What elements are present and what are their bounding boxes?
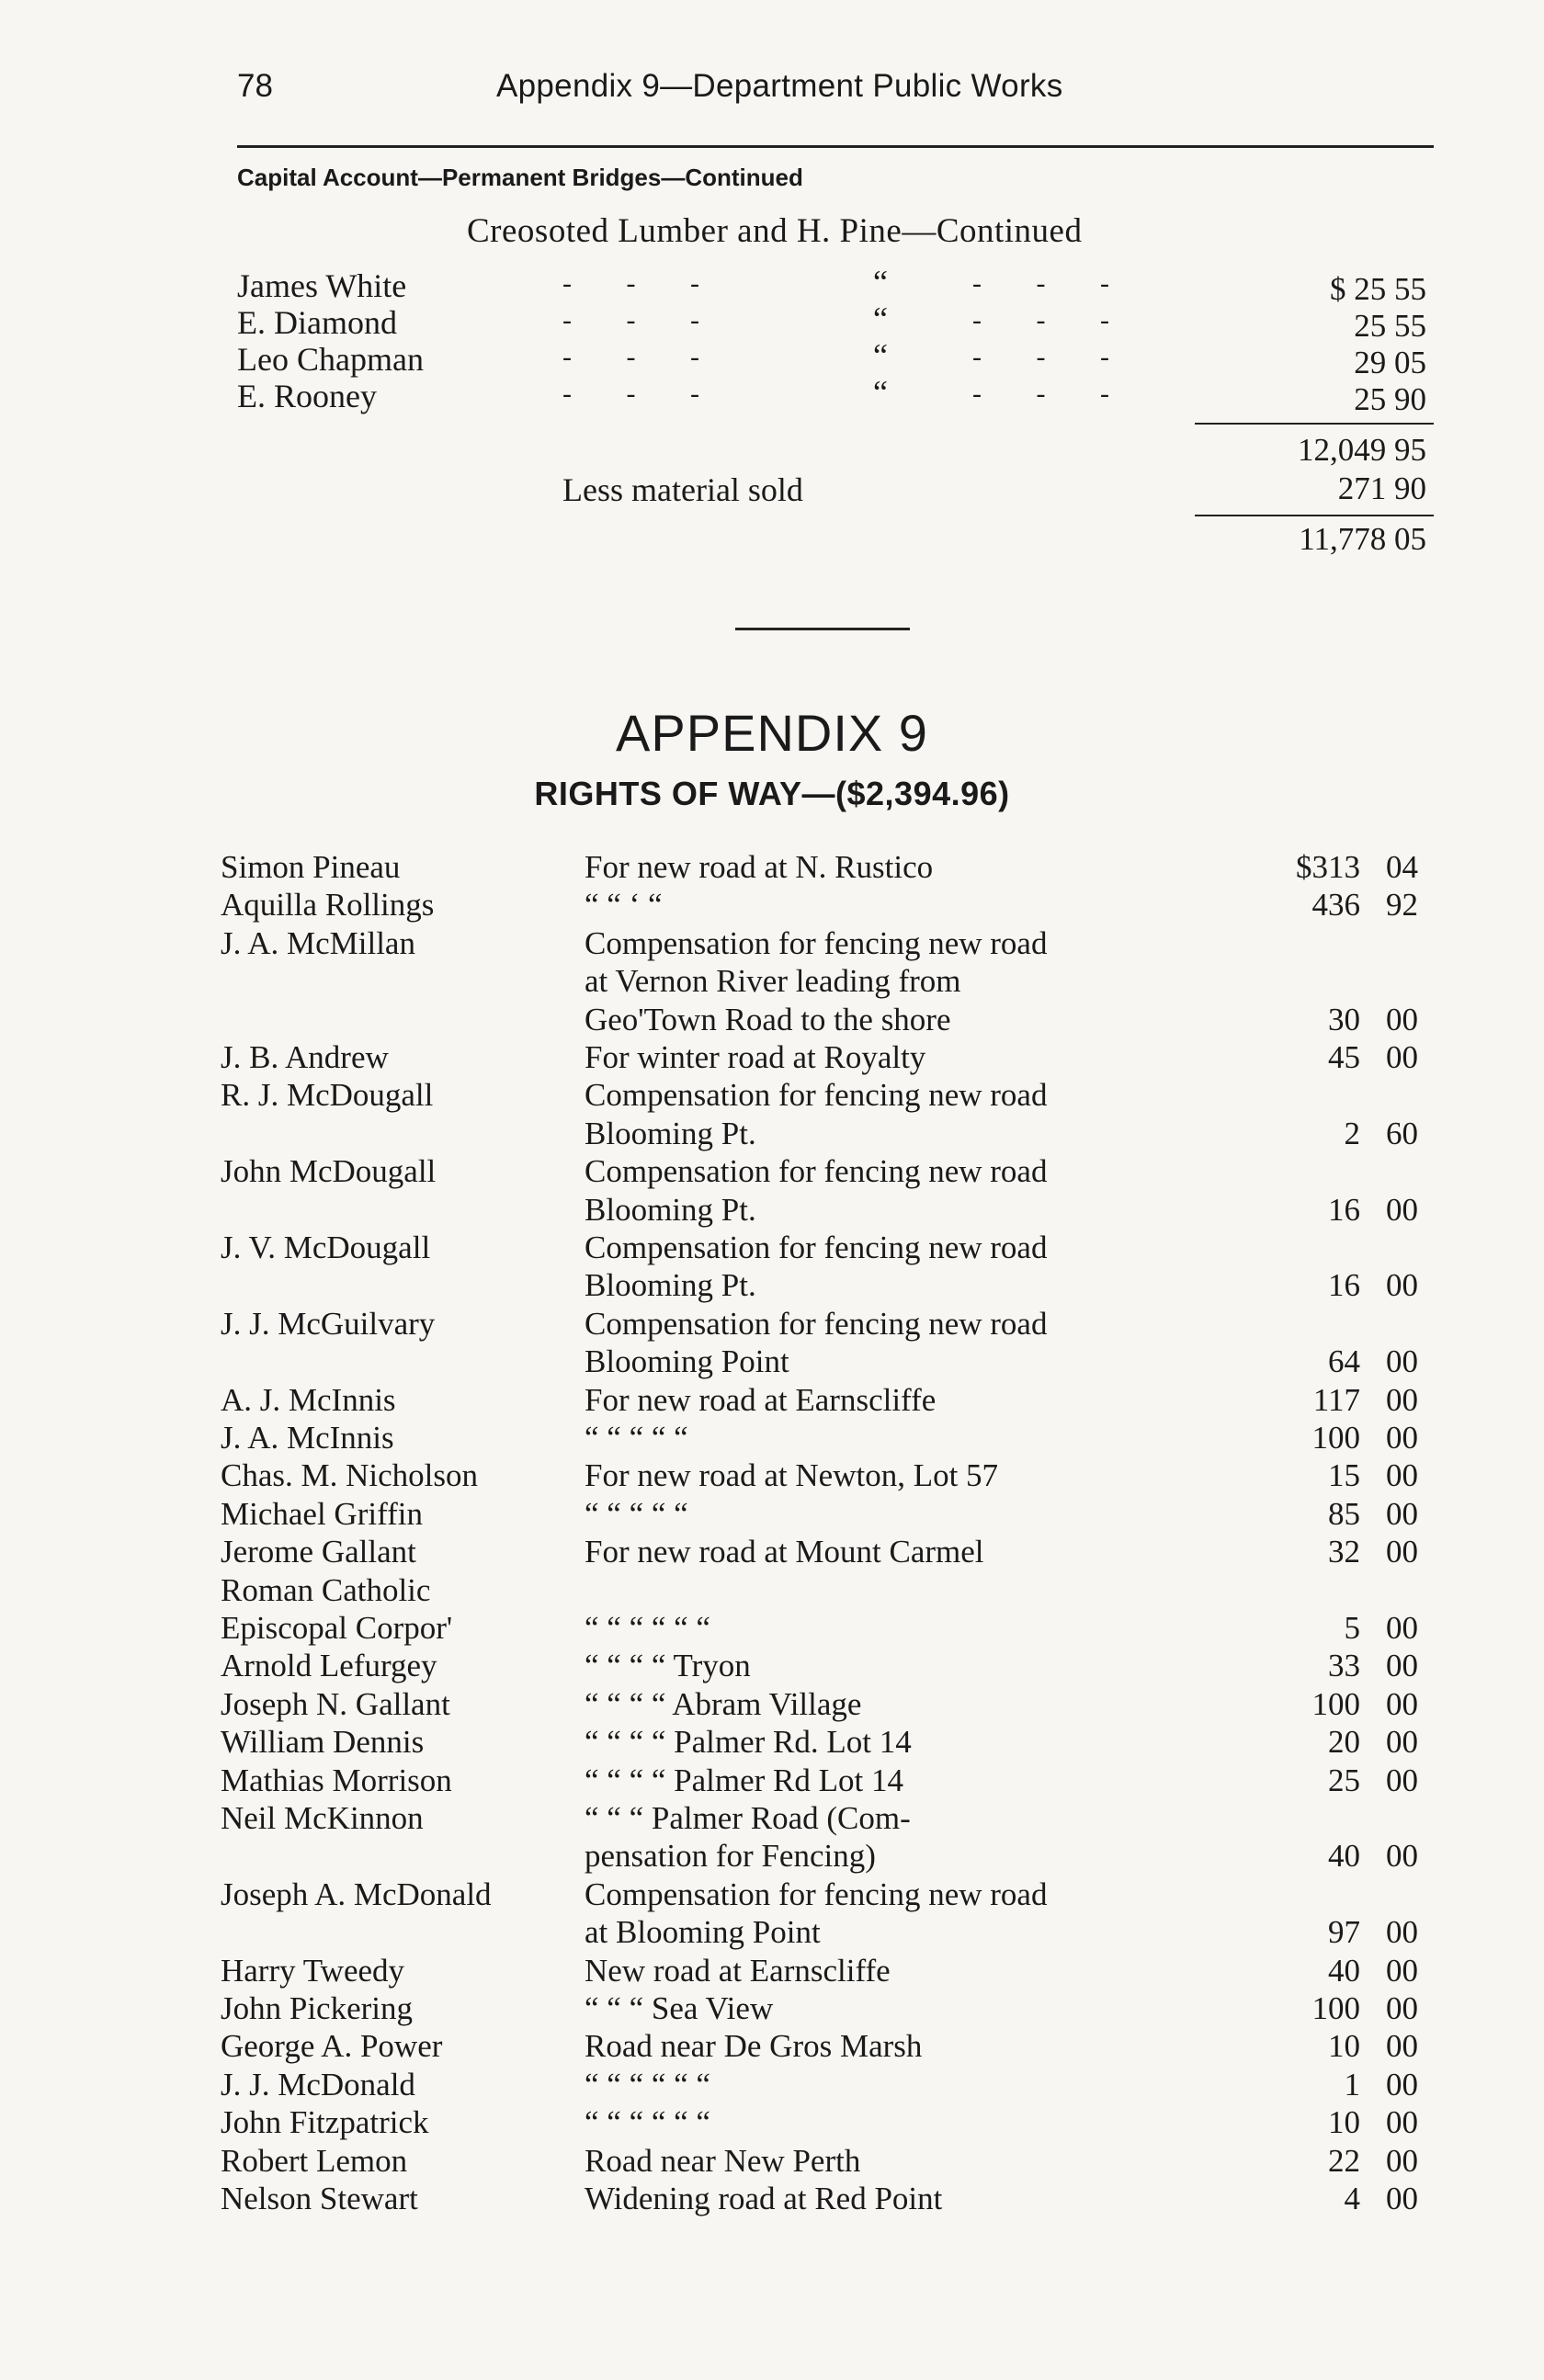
- payee-name: J. A. McInnis: [221, 1420, 394, 1456]
- capital-item-amount: 25 55: [1354, 308, 1426, 344]
- capital-total: 12,049 95: [1298, 432, 1426, 468]
- amount-dollars: 16: [1328, 1191, 1360, 1228]
- capital-item-name: Leo Chapman: [237, 341, 424, 378]
- payee-name: R. J. McDougall: [221, 1077, 434, 1114]
- payment-description: pensation for Fencing): [585, 1838, 876, 1875]
- payee-name: Arnold Lefurgey: [221, 1648, 437, 1684]
- amount-cents: 00: [1386, 1610, 1418, 1646]
- payee-name: J. J. McDonald: [221, 2066, 415, 2102]
- payee-name: Roman Catholic: [221, 1571, 431, 1608]
- payee-name: John Fitzpatrick: [221, 2104, 429, 2141]
- amount-cents: 00: [1386, 1267, 1418, 1304]
- amount-dollars: 5: [1344, 1610, 1360, 1646]
- payment-description: “ “ “ “ “ “: [585, 2104, 710, 2141]
- payment-description: Compensation for fencing new road: [585, 924, 1048, 961]
- payee-name: Michael Griffin: [221, 1495, 423, 1532]
- running-header-title: Appendix 9—Department Public Works: [496, 68, 1063, 104]
- payee-name: J. V. McDougall: [221, 1230, 431, 1265]
- amount-dollars: 10: [1328, 2104, 1360, 2141]
- amount-dollars: 100: [1311, 1685, 1360, 1722]
- amount-cents: 00: [1386, 1724, 1418, 1761]
- payee-name: Aquilla Rollings: [221, 887, 435, 924]
- payment-description: at Blooming Point: [585, 1914, 821, 1951]
- payee-name: A. J. McInnis: [221, 1381, 396, 1418]
- amount-dollars: 10: [1328, 2028, 1360, 2065]
- leader-dashes: - - -: [562, 305, 723, 335]
- amount-dollars: 100: [1311, 1990, 1360, 2026]
- payment-description: For winter road at Royalty: [585, 1039, 926, 1075]
- amount-dollars: 33: [1328, 1648, 1360, 1684]
- amount-cents: 00: [1386, 1534, 1418, 1570]
- payment-description: “ “ ‘ “: [585, 887, 663, 924]
- amount-dollars: 85: [1328, 1495, 1360, 1532]
- amount-dollars: 117: [1312, 1381, 1360, 1418]
- payee-name: Robert Lemon: [221, 2142, 408, 2179]
- payment-description: “ “ “ “ “: [585, 1495, 688, 1532]
- payment-description: Road near New Perth: [585, 2142, 861, 2179]
- capital-item-name: E. Rooney: [237, 378, 377, 414]
- payment-description: Blooming Pt.: [585, 1267, 756, 1304]
- capital-subheading: Creosoted Lumber and H. Pine—Continued: [467, 212, 1083, 250]
- leader-dashes: - - -: [562, 379, 723, 409]
- payment-description: “ “ “ “ “ “: [585, 2066, 710, 2102]
- payee-name: Mathias Morrison: [221, 1762, 452, 1798]
- leader-dashes: - - -: [562, 268, 723, 299]
- capital-item-amount: 29 05: [1354, 345, 1426, 380]
- amount-cents: 04: [1386, 849, 1418, 885]
- leader-dashes: - - -: [972, 305, 1133, 335]
- amount-dollars: 40: [1328, 1952, 1360, 1989]
- amount-cents: 00: [1386, 1838, 1418, 1875]
- payment-description: For new road at N. Rustico: [585, 849, 934, 885]
- capital-subtotal-rule: [1195, 423, 1434, 425]
- less-material-label: Less material sold: [562, 471, 803, 508]
- amount-cents: 00: [1386, 1685, 1418, 1722]
- ditto-mark: “: [873, 337, 888, 374]
- amount-dollars: 15: [1328, 1457, 1360, 1494]
- amount-cents: 60: [1386, 1115, 1418, 1151]
- payment-description: For new road at Earnscliffe: [585, 1381, 937, 1418]
- amount-dollars: $313: [1296, 849, 1360, 885]
- amount-cents: 00: [1386, 2181, 1418, 2216]
- payment-description: Compensation for fencing new road: [585, 1077, 1048, 1114]
- ditto-mark: “: [873, 300, 888, 337]
- payment-description: Road near De Gros Marsh: [585, 2028, 923, 2065]
- section-divider: [735, 628, 910, 630]
- capital-net-rule: [1195, 515, 1434, 516]
- payee-name: William Dennis: [221, 1724, 425, 1761]
- capital-item-name: James White: [237, 267, 407, 304]
- amount-cents: 00: [1386, 1914, 1418, 1951]
- amount-cents: 00: [1386, 1990, 1418, 2026]
- rights-of-way-title: RIGHTS OF WAY—($2,394.96): [534, 775, 1010, 812]
- ditto-mark: “: [873, 374, 888, 411]
- payment-description: “ “ “ “ “: [585, 1420, 688, 1456]
- leader-dashes: - - -: [972, 379, 1133, 409]
- capital-account-heading: Capital Account—Permanent Bridges—Continued: [237, 164, 803, 191]
- payment-description: Geo'Town Road to the shore: [585, 1001, 951, 1037]
- amount-dollars: 2: [1344, 1115, 1360, 1151]
- payment-description: “ “ “ “ Tryon: [585, 1648, 751, 1684]
- amount-dollars: 16: [1328, 1267, 1360, 1304]
- payment-description: “ “ “ “ “ “: [585, 1610, 710, 1646]
- payee-name: Chas. M. Nicholson: [221, 1457, 478, 1494]
- appendix-title: APPENDIX 9: [616, 704, 928, 762]
- payment-description: Compensation for fencing new road: [585, 1153, 1048, 1190]
- amount-dollars: 40: [1328, 1838, 1360, 1875]
- payee-name: Harry Tweedy: [221, 1952, 405, 1989]
- payment-description: “ “ “ Palmer Road (Com-: [585, 1800, 911, 1836]
- leader-dashes: - - -: [972, 268, 1133, 299]
- payee-name: J. B. Andrew: [221, 1039, 389, 1075]
- amount-dollars: 1: [1344, 2066, 1360, 2102]
- amount-dollars: 4: [1344, 2181, 1360, 2216]
- amount-cents: 00: [1386, 1762, 1418, 1798]
- payment-description: New road at Earnscliffe: [585, 1952, 891, 1989]
- payment-description: “ “ “ “ Abram Village: [585, 1685, 862, 1722]
- amount-cents: 92: [1386, 887, 1418, 924]
- header-rule: [237, 145, 1434, 148]
- payee-name: Joseph A. McDonald: [221, 1876, 492, 1912]
- capital-net: 11,778 05: [1299, 521, 1426, 557]
- payment-description: Compensation for fencing new road: [585, 1305, 1048, 1342]
- amount-dollars: 64: [1328, 1343, 1360, 1380]
- payee-name: Jerome Gallant: [221, 1534, 416, 1570]
- amount-dollars: 30: [1328, 1001, 1360, 1037]
- payee-name: J. A. McMillan: [221, 924, 415, 961]
- capital-item-name: E. Diamond: [237, 304, 397, 341]
- payee-name: Episcopal Corpor': [221, 1610, 453, 1646]
- amount-cents: 00: [1386, 2104, 1418, 2141]
- capital-item-amount: $ 25 55: [1330, 271, 1426, 307]
- payee-name: Simon Pineau: [221, 849, 401, 885]
- amount-dollars: 32: [1328, 1534, 1360, 1570]
- payment-description: at Vernon River leading from: [585, 963, 961, 1000]
- payee-name: Neil McKinnon: [221, 1800, 424, 1836]
- payment-description: “ “ “ “ Palmer Rd. Lot 14: [585, 1724, 912, 1761]
- payment-description: For new road at Mount Carmel: [585, 1534, 984, 1570]
- payment-description: “ “ “ “ Palmer Rd Lot 14: [585, 1762, 903, 1798]
- payee-name: John Pickering: [221, 1990, 414, 2026]
- amount-cents: 00: [1386, 1952, 1418, 1989]
- amount-dollars: 45: [1328, 1039, 1360, 1075]
- payee-name: Joseph N. Gallant: [221, 1685, 450, 1722]
- amount-cents: 00: [1386, 1001, 1418, 1037]
- amount-dollars: 100: [1311, 1420, 1360, 1456]
- ditto-mark: “: [873, 264, 888, 300]
- amount-cents: 00: [1386, 1381, 1418, 1418]
- payment-description: Blooming Point: [585, 1343, 789, 1380]
- amount-cents: 00: [1386, 2066, 1418, 2102]
- amount-cents: 00: [1386, 2028, 1418, 2065]
- amount-dollars: 22: [1328, 2142, 1360, 2179]
- amount-dollars: 25: [1328, 1762, 1360, 1798]
- payment-description: “ “ “ Sea View: [585, 1990, 774, 2026]
- leader-dashes: - - -: [562, 342, 723, 372]
- payee-name: George A. Power: [221, 2028, 443, 2065]
- amount-dollars: 436: [1311, 887, 1360, 924]
- payment-description: Widening road at Red Point: [585, 2181, 943, 2216]
- amount-cents: 00: [1386, 1191, 1418, 1228]
- amount-cents: 00: [1386, 1420, 1418, 1456]
- page-number: 78: [237, 68, 273, 104]
- payment-description: For new road at Newton, Lot 57: [585, 1457, 999, 1494]
- less-material-amount: 271 90: [1337, 470, 1426, 506]
- capital-item-amount: 25 90: [1354, 381, 1426, 417]
- amount-cents: 00: [1386, 1039, 1418, 1075]
- amount-cents: 00: [1386, 1495, 1418, 1532]
- amount-cents: 00: [1386, 1457, 1418, 1494]
- payee-name: Nelson Stewart: [221, 2181, 418, 2216]
- payment-description: Compensation for fencing new road: [585, 1876, 1048, 1912]
- amount-cents: 00: [1386, 1648, 1418, 1684]
- payment-description: Blooming Pt.: [585, 1191, 756, 1228]
- amount-cents: 00: [1386, 1343, 1418, 1380]
- payee-name: J. J. McGuilvary: [221, 1305, 436, 1342]
- leader-dashes: - - -: [972, 342, 1133, 372]
- payment-description: Blooming Pt.: [585, 1115, 756, 1151]
- amount-dollars: 97: [1328, 1914, 1360, 1951]
- amount-cents: 00: [1386, 2142, 1418, 2179]
- amount-dollars: 20: [1328, 1724, 1360, 1761]
- payee-name: John McDougall: [221, 1153, 437, 1190]
- payment-description: Compensation for fencing new road: [585, 1230, 1048, 1265]
